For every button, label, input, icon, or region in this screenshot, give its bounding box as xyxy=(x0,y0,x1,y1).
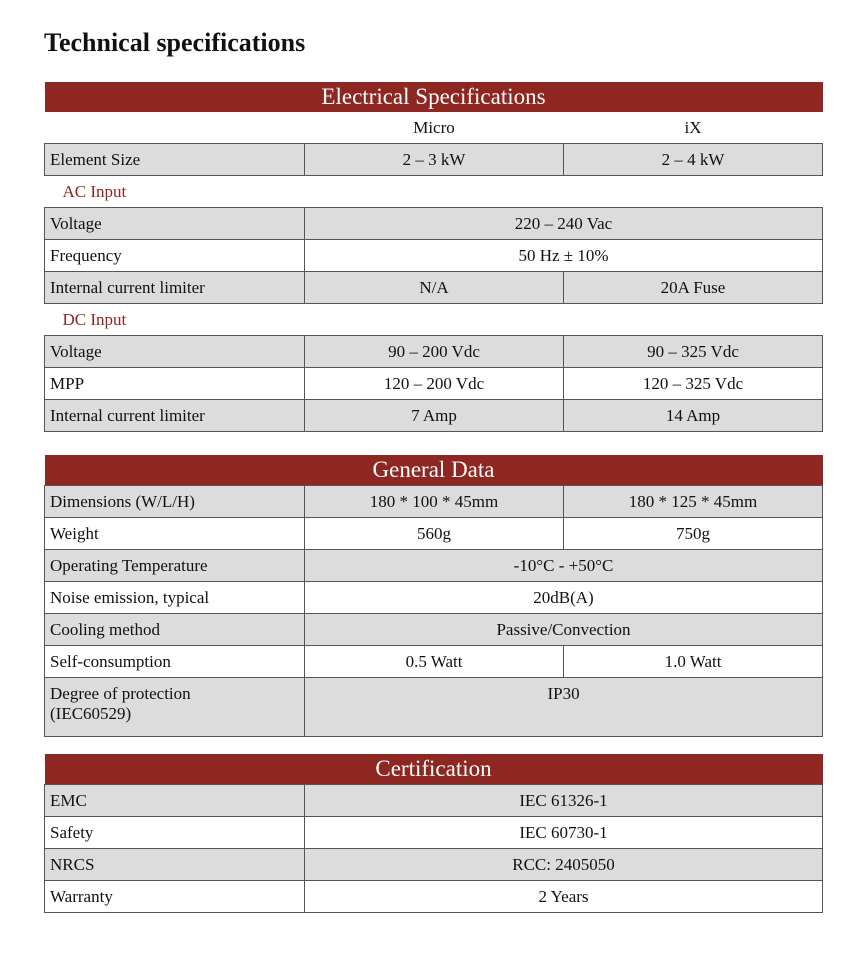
ix-value: 2 – 4 kW xyxy=(564,144,823,176)
row-label: EMC xyxy=(45,785,305,817)
row-label-line: (IEC60529) xyxy=(50,704,132,723)
shared-value: 20dB(A) xyxy=(305,582,823,614)
row-label: Frequency xyxy=(45,240,305,272)
general-header xyxy=(45,455,823,486)
row-label: Voltage xyxy=(45,208,305,240)
shared-value: IP30 xyxy=(305,678,823,737)
row-label: MPP xyxy=(45,368,305,400)
table-row xyxy=(45,785,823,817)
ix-value: 120 – 325 Vdc xyxy=(564,368,823,400)
row-label-line: Degree of protection xyxy=(50,684,191,703)
row-label: Internal current limiter xyxy=(45,400,305,432)
table-row xyxy=(45,614,823,646)
table-row xyxy=(45,272,823,304)
row-label: Internal current limiter xyxy=(45,272,305,304)
page-title: Technical specifications xyxy=(44,28,306,57)
row-label xyxy=(45,678,305,737)
shared-value: RCC: 2405050 xyxy=(305,849,823,881)
ix-value: 180 * 125 * 45mm xyxy=(564,486,823,518)
row-label: NRCS xyxy=(45,849,305,881)
ix-value: 1.0 Watt xyxy=(564,646,823,678)
table-row xyxy=(45,678,823,737)
column-heading-blank xyxy=(45,112,305,144)
section-ac-input xyxy=(45,176,823,208)
micro-value: 560g xyxy=(305,518,564,550)
table-row xyxy=(45,208,823,240)
table-row xyxy=(45,518,823,550)
micro-value: 180 * 100 * 45mm xyxy=(305,486,564,518)
row-label: Cooling method xyxy=(45,614,305,646)
general-title: General Data xyxy=(45,455,823,486)
row-label: Warranty xyxy=(45,881,305,913)
table-row xyxy=(45,368,823,400)
row-label: Voltage xyxy=(45,336,305,368)
electrical-title: Electrical Specifications xyxy=(45,82,823,112)
micro-value: 7 Amp xyxy=(305,400,564,432)
shared-value: -10°C - +50°C xyxy=(305,550,823,582)
ix-value: 14 Amp xyxy=(564,400,823,432)
row-label: Safety xyxy=(45,817,305,849)
certification-table xyxy=(44,754,823,913)
micro-value: 120 – 200 Vdc xyxy=(305,368,564,400)
column-headings xyxy=(45,112,823,144)
table-row xyxy=(45,486,823,518)
row-label: Operating Temperature xyxy=(45,550,305,582)
ix-value: 90 – 325 Vdc xyxy=(564,336,823,368)
table-row xyxy=(45,582,823,614)
shared-value: 220 – 240 Vac xyxy=(305,208,823,240)
electrical-header xyxy=(45,82,823,112)
column-heading-ix: iX xyxy=(684,118,702,137)
certification-header xyxy=(45,754,823,785)
micro-value: 0.5 Watt xyxy=(305,646,564,678)
row-label: Element Size xyxy=(45,144,305,176)
row-label: Noise emission, typical xyxy=(45,582,305,614)
table-row xyxy=(45,849,823,881)
shared-value: Passive/Convection xyxy=(305,614,823,646)
table-row xyxy=(45,550,823,582)
shared-value: 2 Years xyxy=(305,881,823,913)
column-heading-micro: Micro xyxy=(413,118,455,137)
table-row xyxy=(45,881,823,913)
general-data-table xyxy=(44,455,823,737)
section-label: AC Input xyxy=(62,182,127,201)
table-row xyxy=(45,240,823,272)
ix-value: 750g xyxy=(564,518,823,550)
electrical-specifications-table xyxy=(44,82,823,432)
micro-value: N/A xyxy=(305,272,564,304)
micro-value: 2 – 3 kW xyxy=(305,144,564,176)
section-dc-input xyxy=(45,304,823,336)
table-row xyxy=(45,144,823,176)
ix-value: 20A Fuse xyxy=(564,272,823,304)
shared-value: 50 Hz ± 10% xyxy=(305,240,823,272)
table-row xyxy=(45,336,823,368)
shared-value: IEC 61326-1 xyxy=(305,785,823,817)
micro-value: 90 – 200 Vdc xyxy=(305,336,564,368)
section-label: DC Input xyxy=(62,310,127,329)
table-row xyxy=(45,646,823,678)
certification-title: Certification xyxy=(45,754,823,785)
table-row xyxy=(45,400,823,432)
shared-value: IEC 60730-1 xyxy=(305,817,823,849)
row-label: Weight xyxy=(45,518,305,550)
row-label: Self-consumption xyxy=(45,646,305,678)
table-row xyxy=(45,817,823,849)
row-label: Dimensions (W/L/H) xyxy=(45,486,305,518)
